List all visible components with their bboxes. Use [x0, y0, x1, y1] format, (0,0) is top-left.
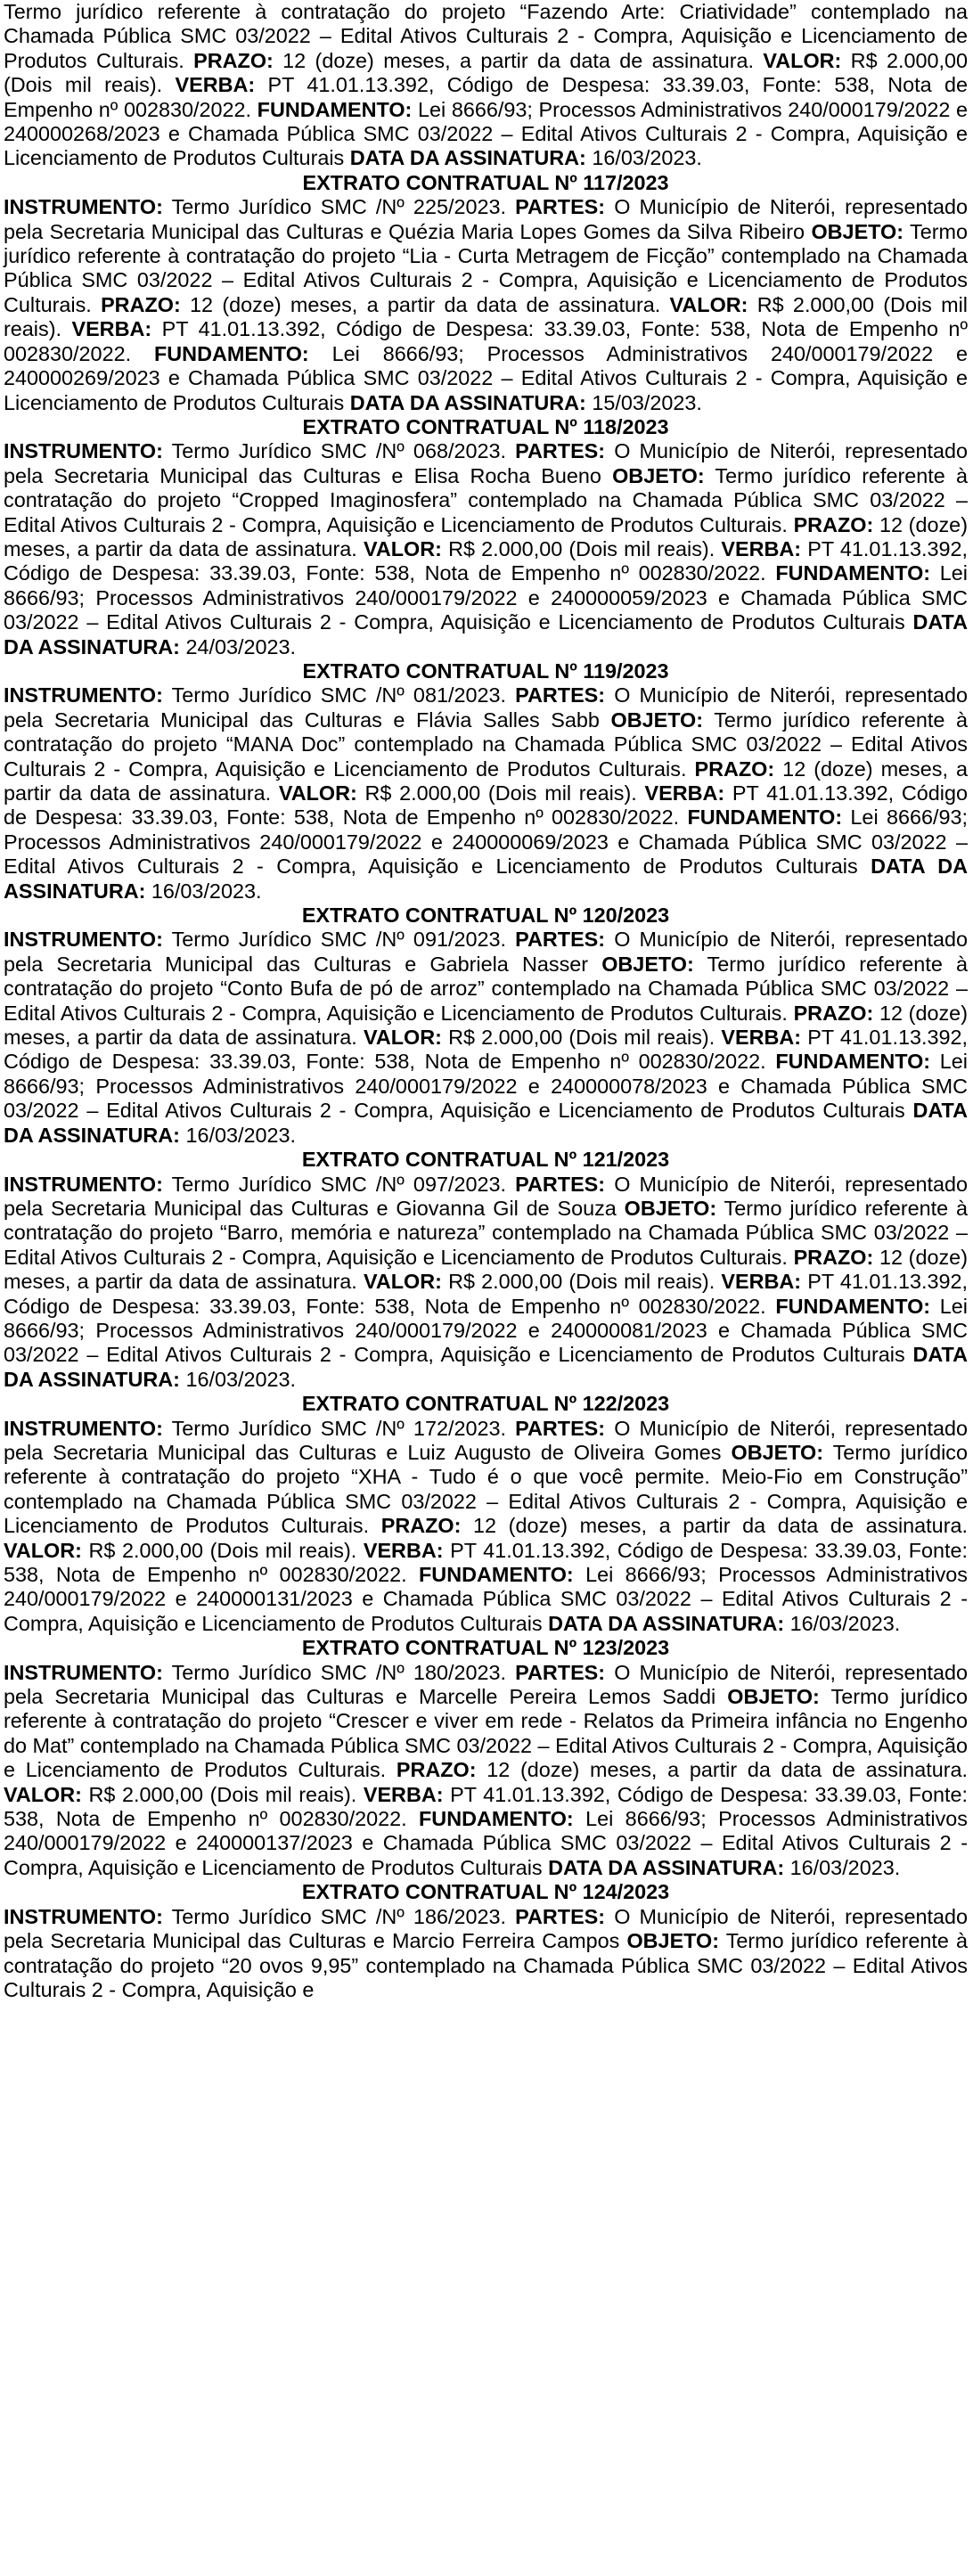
field-label: VALOR: — [363, 1270, 442, 1294]
field-label: INSTRUMENTO: — [4, 928, 163, 952]
extract-continuation-paragraph — [4, 0, 968, 171]
field-text: O Município de Niterói, representado pela Secretaria Municipal das Culturas e Marcio Ferreira Campos — [4, 1904, 968, 1953]
field-text: PT 41.01.13.392, Código de Despesa: 33.39.03, Fonte: 538, Nota de Empenho nº 002830/2022. — [4, 781, 969, 830]
field-text: 16/03/2023. — [784, 1855, 901, 1879]
extract-body — [4, 1417, 968, 1637]
field-label: PRAZO: — [380, 1514, 462, 1538]
field-label: VALOR: — [669, 292, 748, 316]
field-label: VALOR: — [363, 536, 442, 560]
field-label: FUNDAMENTO: — [687, 806, 843, 830]
field-label: VERBA: — [721, 1270, 802, 1294]
field-text: Termo Jurídico SMC /Nº 186/2023. — [162, 1904, 516, 1928]
field-label: OBJETO: — [624, 1196, 717, 1220]
extract-body — [4, 1905, 968, 2003]
field-label: INSTRUMENTO: — [4, 439, 163, 463]
field-label: PRAZO: — [793, 1245, 874, 1269]
field-text: 12 (doze) meses, a partir da data de assinatura. — [461, 1514, 968, 1538]
field-text: 16/03/2023. — [585, 146, 702, 170]
field-text: O Município de Niterói, representado pela Secretaria Municipal das Culturas e Quézia Maria Lopes Gomes da Silva Ribeiro — [4, 195, 968, 243]
field-text: O Município de Niterói, representado pela Secretaria Municipal das Culturas e Marcelle Pereira Lemos Saddi — [4, 1660, 968, 1709]
extract-heading: EXTRATO CONTRATUAL Nº 119/2023 — [302, 658, 669, 683]
field-text: Termo jurídico referente à contratação do projeto “20 ovos 9,95” contemplado na Chamada Pública SMC 03/2022 – Edital Ativos Culturais 2 - Compra, Aquisição e — [4, 1929, 968, 2001]
field-text: O Município de Niterói, representado pela Secretaria Municipal das Culturas e Luiz Augusto de Oliveira Gomes — [4, 1416, 968, 1464]
field-label: PRAZO: — [793, 1001, 874, 1025]
field-label: PRAZO: — [193, 48, 274, 72]
field-label: VALOR: — [363, 1026, 442, 1050]
field-text: 16/03/2023. — [179, 1367, 297, 1391]
field-text: R$ 2.000,00 (Dois mil reais). — [356, 781, 645, 805]
field-text: Lei 8666/93; Processos Administrativos 240/000179/2022 e 240000081/2023 e Chamada Pública SMC 03/2022 – Edital Ativos Culturais 2 - Compra, Aquisição e Licenciamento de Produtos Culturais — [4, 1294, 968, 1367]
field-text: Lei 8666/93; Processos Administrativos 240/000179/2022 e 240000059/2023 e Chamada Pública SMC 03/2022 – Edital Ativos Culturais 2 - Compra, Aquisição e Licenciamento de Produtos Culturais — [4, 561, 968, 634]
field-label: PRAZO: — [694, 756, 775, 781]
field-text: PT 41.01.13.392, Código de Despesa: 33.39.03, Fonte: 538, Nota de Empenho nº 002830/2022. — [4, 1782, 969, 1831]
field-label: DATA DA ASSINATURA: — [349, 390, 586, 414]
field-text: PT 41.01.13.392, Código de Despesa: 33.39.03, Fonte: 538, Nota de Empenho nº 002830/2022. — [4, 1026, 968, 1074]
field-label: FUNDAMENTO: — [257, 97, 413, 121]
field-text: 12 (doze) meses, a partir da data de assinatura. — [180, 292, 670, 316]
field-text: Termo jurídico referente à contratação do projeto “MANA Doc” contemplado na Chamada Pública SMC 03/2022 – Edital Ativos Culturais 2 - Compra, Aquisição e Licenciamento de Produtos Culturais. — [4, 707, 969, 781]
field-label: VALOR: — [4, 1782, 82, 1806]
field-text: Lei 8666/93; Processos Administrativos 240/000179/2022 e 240000269/2023 e Chamada Pública SMC 03/2022 – Edital Ativos Culturais 2 - Compra, Aquisição e Licenciamento de Produtos Culturais — [4, 341, 968, 414]
field-text: 16/03/2023. — [179, 1123, 297, 1147]
field-text: PT 41.01.13.392, Código de Despesa: 33.39.03, Fonte: 538, Nota de Empenho nº 002830/2022. — [4, 536, 968, 585]
field-label: OBJETO: — [727, 1685, 820, 1709]
field-text: Lei 8666/93; Processos Administrativos 240/000179/2022 e 240000069/2023 e Chamada Pública SMC 03/2022 – Edital Ativos Culturais 2 - Compra, Aquisição e Licenciamento de Produtos Culturais — [4, 806, 968, 879]
field-label: PARTES: — [515, 439, 606, 463]
field-text: Termo Jurídico SMC /Nº 172/2023. — [162, 1416, 516, 1440]
field-text: Termo Jurídico SMC /Nº 091/2023. — [162, 928, 516, 952]
field-text: O Município de Niterói, representado pela Secretaria Municipal das Culturas e Gabriela Nasser — [4, 928, 968, 976]
field-label: VERBA: — [644, 781, 725, 805]
field-label: INSTRUMENTO: — [4, 1172, 163, 1196]
field-label: DATA DA ASSINATURA: — [4, 1099, 968, 1147]
field-text: Termo Jurídico SMC /Nº 180/2023. — [162, 1660, 516, 1684]
field-text: R$ 2.000,00 (Dois mil reais). — [441, 536, 722, 560]
field-text: Lei 8666/93; Processos Administrativos 240/000179/2022 e 240000268/2023 e Chamada Pública SMC 03/2022 – Edital Ativos Culturais 2 - Compra, Aquisição e Licenciamento de Produtos Culturais — [4, 97, 968, 170]
field-text: Termo jurídico referente à contratação do projeto “Lia - Curta Metragem de Ficção” contemplado na Chamada Pública SMC 03/2022 – Edital Ativos Culturais 2 - Compra, Aquisição e Licenciamento de Produtos Culturais. — [4, 219, 968, 316]
field-text: Termo Jurídico SMC /Nº 068/2023. — [162, 439, 516, 463]
extract-heading: EXTRATO CONTRATUAL Nº 124/2023 — [301, 1880, 670, 1904]
field-label: PRAZO: — [396, 1758, 477, 1782]
field-text: Lei 8666/93; Processos Administrativos 240/000179/2022 e 240000131/2023 e Chamada Pública SMC 03/2022 – Edital Ativos Culturais 2 - Compra, Aquisição e Licenciamento de Produtos Culturais — [4, 1563, 968, 1635]
field-label: VALOR: — [4, 1538, 82, 1562]
extract-body — [4, 1173, 968, 1393]
field-label: VERBA: — [721, 1026, 802, 1050]
field-text: 15/03/2023. — [585, 390, 702, 414]
field-label: INSTRUMENTO: — [4, 1660, 163, 1684]
field-label: PARTES: — [515, 1660, 606, 1684]
extract-heading: EXTRATO CONTRATUAL Nº 123/2023 — [301, 1636, 670, 1660]
extract-body — [4, 1661, 968, 1881]
field-label: OBJETO: — [731, 1440, 824, 1464]
field-label: PARTES: — [515, 1904, 606, 1928]
field-text: 12 (doze) meses, a partir da data de assinatura. — [4, 1245, 968, 1294]
field-label: OBJETO: — [612, 463, 705, 487]
field-label: VERBA: — [71, 317, 152, 341]
field-label: PRAZO: — [101, 292, 181, 316]
field-label: DATA DA ASSINATURA: — [4, 1343, 968, 1391]
field-label: FUNDAMENTO: — [154, 341, 309, 365]
field-text: 16/03/2023. — [784, 1611, 901, 1635]
field-text: 16/03/2023. — [145, 879, 262, 903]
field-label: PARTES: — [515, 1172, 606, 1196]
field-label: FUNDAMENTO: — [419, 1563, 574, 1586]
field-label: INSTRUMENTO: — [4, 1904, 163, 1928]
field-text: Termo Jurídico SMC /Nº 081/2023. — [162, 683, 516, 707]
field-text: Termo jurídico referente à contratação do projeto “Barro, memória e natureza” contemplado na Chamada Pública SMC 03/2022 – Edital Ativos Culturais 2 - Compra, Aquisição e Licenciamento de Produtos Culturais. — [4, 1196, 969, 1269]
extract-heading: EXTRATO CONTRATUAL Nº 122/2023 — [301, 1392, 670, 1416]
field-label: DATA DA ASSINATURA: — [349, 146, 586, 170]
field-label: PARTES: — [515, 928, 606, 952]
field-label: FUNDAMENTO: — [775, 1050, 931, 1074]
field-text: Termo jurídico referente à contratação do projeto “Conto Bufa de pó de arroz” contemplado na Chamada Pública SMC 03/2022 – Edital Ativos Culturais 2 - Compra, Aquisição e Licenciamento de Produtos Culturais. — [4, 952, 968, 1025]
field-text: Lei 8666/93; Processos Administrativos 240/000179/2022 e 240000137/2023 e Chamada Pública SMC 03/2022 – Edital Ativos Culturais 2 - Compra, Aquisição e Licenciamento de Produtos Culturais — [4, 1807, 968, 1879]
field-label: OBJETO: — [601, 952, 694, 976]
field-text: R$ 2.000,00 (Dois mil reais). — [81, 1538, 364, 1562]
extract-heading: EXTRATO CONTRATUAL Nº 121/2023 — [301, 1148, 670, 1172]
field-label: PARTES: — [515, 1416, 606, 1440]
field-label: INSTRUMENTO: — [4, 1416, 163, 1440]
field-label: VERBA: — [175, 73, 256, 97]
field-label: OBJETO: — [610, 707, 704, 732]
field-label: VERBA: — [363, 1538, 444, 1562]
extract-heading: EXTRATO CONTRATUAL Nº 117/2023 — [302, 170, 669, 194]
field-text: O Município de Niterói, representado pela Secretaria Municipal das Culturas e Flávia Salles Sabb — [4, 683, 968, 732]
field-label: PARTES: — [515, 195, 606, 219]
extract-body — [4, 195, 968, 415]
field-text: 12 (doze) meses, a partir da data de assinatura. — [4, 756, 968, 805]
field-text: Termo jurídico referente à contratação do projeto “Fazendo Arte: Criatividade” contemplado na Chamada Pública SMC 03/2022 – Edital Ativos Culturais 2 - Compra, Aquisição e Licenciamento de Produtos Culturais. — [4, 0, 968, 72]
field-text: PT 41.01.13.392, Código de Despesa: 33.39.03, Fonte: 538, Nota de Empenho nº 002830/2022. — [4, 73, 968, 121]
field-label: DATA DA ASSINATURA: — [4, 855, 968, 903]
field-text: PT 41.01.13.392, Código de Despesa: 33.39.03, Fonte: 538, Nota de Empenho nº 002830/2022. — [4, 1270, 968, 1318]
field-label: VERBA: — [363, 1782, 444, 1806]
field-text: 12 (doze) meses, a partir da data de assinatura. — [476, 1758, 969, 1782]
field-text: R$ 2.000,00 (Dois mil reais). — [4, 48, 968, 97]
extract-heading: EXTRATO CONTRATUAL Nº 118/2023 — [302, 414, 669, 438]
field-text: Termo jurídico referente à contratação do projeto “Crescer e viver em rede - Relatos da Primeira infância no Engenho do Mat” contemplado na Chamada Pública SMC 03/2022 – Edital Ativos Culturais 2 - Compra, Aquisição e Licenciamento de Produtos Culturais. — [4, 1685, 968, 1782]
field-label: FUNDAMENTO: — [775, 561, 931, 585]
field-text: 12 (doze) meses, a partir da data de assinatura. — [273, 48, 764, 72]
field-text: R$ 2.000,00 (Dois mil reais). — [441, 1270, 722, 1294]
field-label: OBJETO: — [626, 1929, 720, 1953]
extract-body — [4, 439, 968, 659]
field-text: Termo Jurídico SMC /Nº 225/2023. — [162, 195, 516, 219]
field-text: R$ 2.000,00 (Dois mil reais). — [441, 1026, 722, 1050]
field-text: PT 41.01.13.392, Código de Despesa: 33.39.03, Fonte: 538, Nota de Empenho nº 002830/2022. — [4, 1538, 969, 1586]
field-text: Termo Jurídico SMC /Nº 097/2023. — [162, 1172, 516, 1196]
field-text: Lei 8666/93; Processos Administrativos 240/000179/2022 e 240000078/2023 e Chamada Pública SMC 03/2022 – Edital Ativos Culturais 2 - Compra, Aquisição e Licenciamento de Produtos Culturais — [4, 1050, 968, 1123]
field-label: FUNDAMENTO: — [419, 1807, 574, 1831]
field-label: PARTES: — [515, 683, 606, 707]
field-label: DATA DA ASSINATURA: — [4, 610, 968, 658]
field-text: R$ 2.000,00 (Dois mil reais). — [4, 292, 968, 341]
field-text: PT 41.01.13.392, Código de Despesa: 33.39.03, Fonte: 538, Nota de Empenho nº 002830/2022. — [4, 317, 968, 365]
field-label: OBJETO: — [811, 219, 904, 243]
field-label: VERBA: — [721, 536, 802, 560]
field-text: R$ 2.000,00 (Dois mil reais). — [81, 1782, 364, 1806]
extract-body — [4, 683, 968, 904]
field-label: PRAZO: — [793, 512, 874, 536]
field-label: INSTRUMENTO: — [4, 683, 163, 707]
field-label: VALOR: — [278, 781, 357, 805]
field-text: 12 (doze) meses, a partir da data de assinatura. — [4, 512, 968, 560]
extract-heading: EXTRATO CONTRATUAL Nº 120/2023 — [301, 904, 670, 928]
extract-list — [4, 171, 968, 2002]
field-label: DATA DA ASSINATURA: — [548, 1611, 785, 1635]
extract-body — [4, 928, 968, 1148]
field-label: FUNDAMENTO: — [775, 1294, 931, 1318]
field-text: O Município de Niterói, representado pela Secretaria Municipal das Culturas e Elisa Rocha Bueno — [4, 439, 968, 487]
field-text: 12 (doze) meses, a partir da data de assinatura. — [4, 1001, 968, 1050]
field-label: DATA DA ASSINATURA: — [548, 1855, 785, 1879]
field-text: Termo jurídico referente à contratação do projeto “Cropped Imaginosfera” contemplado na Chamada Pública SMC 03/2022 – Edital Ativos Culturais 2 - Compra, Aquisição e Licenciamento de Produtos Culturais. — [4, 463, 969, 536]
field-label: VALOR: — [763, 48, 842, 72]
field-text: 24/03/2023. — [179, 634, 297, 658]
field-text: O Município de Niterói, representado pela Secretaria Municipal das Culturas e Giovanna Gil de Souza — [4, 1172, 968, 1220]
field-text: Termo jurídico referente à contratação do projeto “XHA - Tudo é o que você permite. Meio-Fio em Construção” contemplado na Chamada Pública SMC 03/2022 – Edital Ativos Culturais 2 - Compra, Aquisição e Licenciamento de Produtos Culturais. — [4, 1440, 968, 1538]
field-label: INSTRUMENTO: — [4, 195, 163, 219]
